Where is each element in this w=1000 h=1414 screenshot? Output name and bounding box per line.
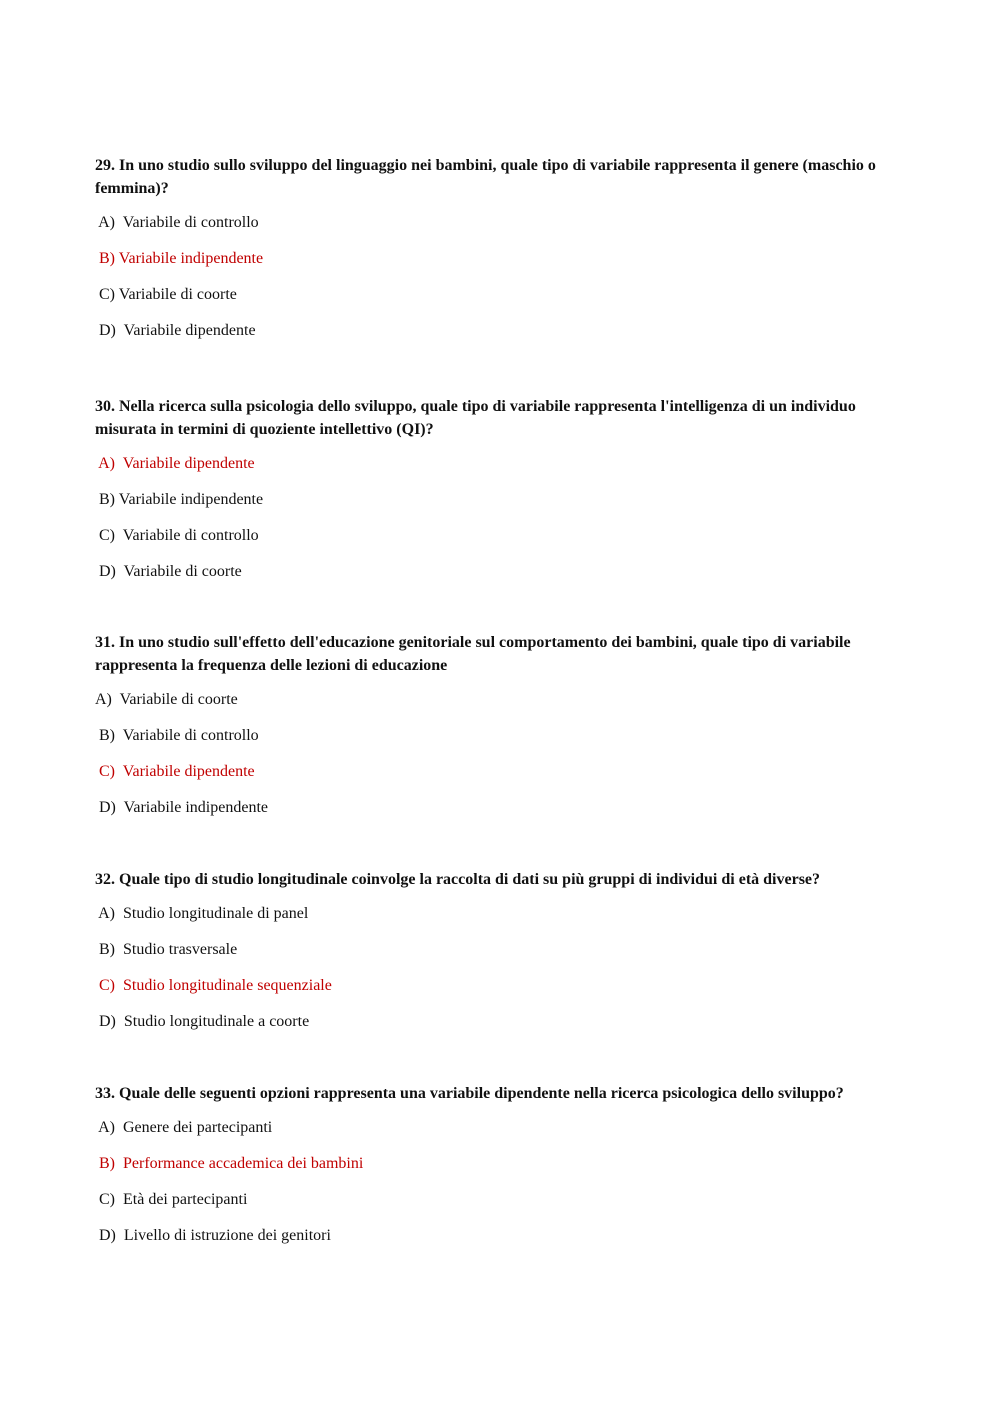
answer-option-b: B) Variabile di controllo [95,727,259,744]
question-33 [95,1082,910,1261]
answer-option-a-correct: A) Variabile dipendente [95,455,255,472]
answer-option-c-correct: C) Variabile dipendente [95,763,255,780]
answer-option-d: D) Variabile indipendente [95,799,268,816]
answer-option-b-correct: B) Performance accademica dei bambini [95,1155,364,1172]
answer-option-d: D) Variabile dipendente [95,322,256,339]
question-text: 32. Quale tipo di studio longitudinale coinvolge la raccolta di dati su più gruppi di individui di età diverse? [95,871,821,888]
question-30 [95,395,910,597]
answer-option-c: C) Età dei partecipanti [95,1191,248,1208]
answer-option-a: A) Genere dei partecipanti [95,1119,273,1136]
answer-option-a: A) Variabile di coorte [95,691,238,708]
answer-option-b-correct: B) Variabile indipendente [95,250,264,267]
question-text: 29. In uno studio sullo sviluppo del linguaggio nei bambini, quale tipo di variabile rappresenta il genere (maschio o femmina)? [95,157,876,197]
answer-option-b: B) Variabile indipendente [95,491,264,508]
answer-option-c-correct: C) Studio longitudinale sequenziale [95,977,332,994]
question-text: 33. Quale delle seguenti opzioni rappresenta una variabile dipendente nella ricerca psicologica dello sviluppo? [95,1085,844,1102]
question-32 [95,868,910,1047]
answer-option-b: B) Studio trasversale [95,941,238,958]
question-text: 31. In uno studio sull'effetto dell'educazione genitoriale sul comportamento dei bambini, quale tipo di variabile rappresenta la frequenza delle lezioni di educazione [95,634,851,674]
answer-option-c: C) Variabile di coorte [95,286,237,303]
question-31 [95,631,910,833]
question-text: 30. Nella ricerca sulla psicologia dello sviluppo, quale tipo di variabile rappresenta l'intelligenza di un individuo misurata in termini di quoziente intellettivo (QI)? [95,398,856,438]
answer-option-a: A) Studio longitudinale di panel [95,905,309,922]
answer-option-d: D) Variabile di coorte [95,563,242,580]
answer-option-d: D) Livello di istruzione dei genitori [95,1227,331,1244]
question-29 [95,154,910,356]
answer-option-d: D) Studio longitudinale a coorte [95,1013,310,1030]
answer-option-a: A) Variabile di controllo [95,214,259,231]
answer-option-c: C) Variabile di controllo [95,527,259,544]
